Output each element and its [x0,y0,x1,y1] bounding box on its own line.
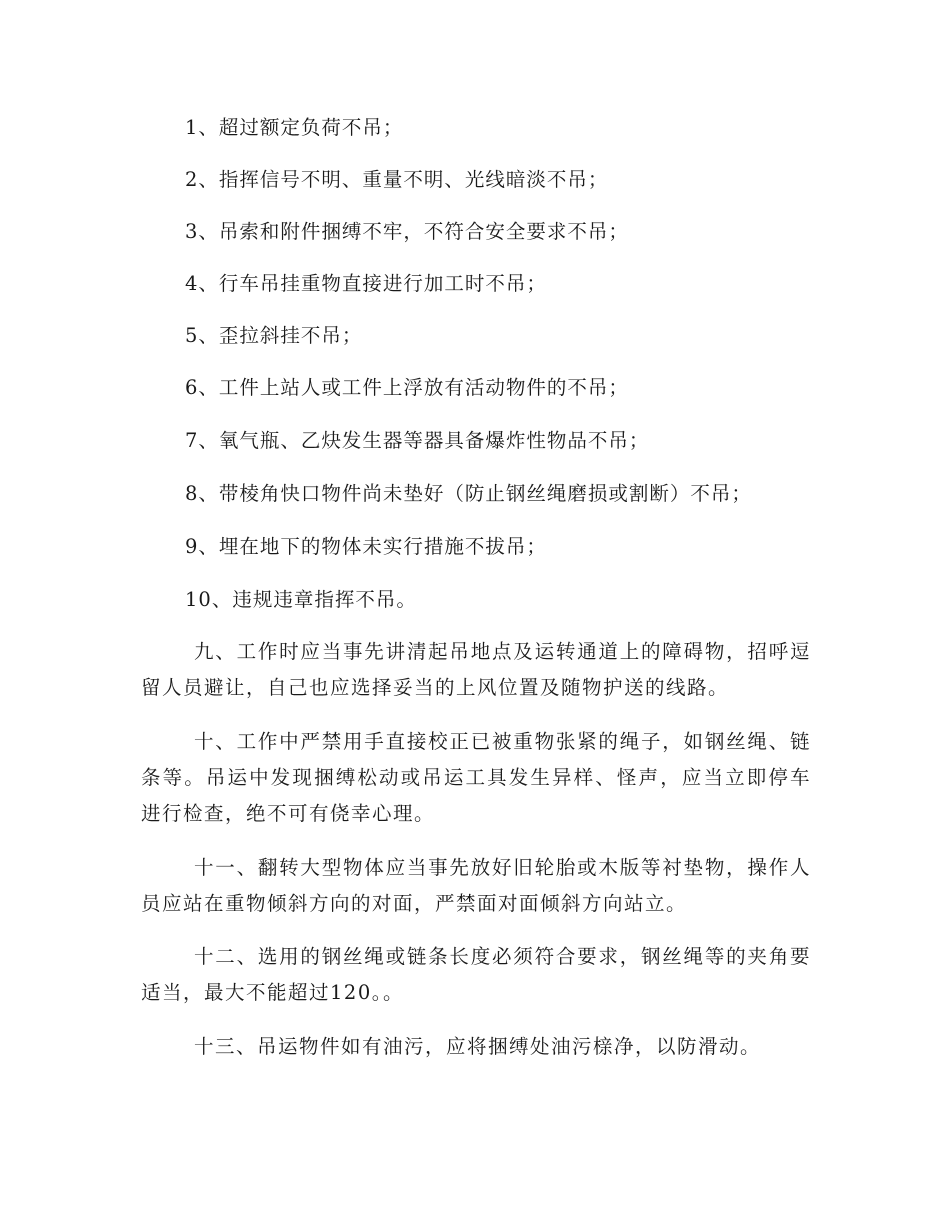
paragraph-11: 十一、翻转大型物体应当事先放好旧轮胎或木版等衬垫物，操作人员应站在重物倾斜方向的对面，严禁面对面倾斜方向站立。 [141,856,811,915]
rule-item-9: 9、埋在地下的物体未实行措施不拔吊； [185,535,547,558]
paragraph-12: 十二、选用的钢丝绳或链条长度必须符合要求，钢丝绳等的夹角要适当，最大不能超过120。。 [141,945,811,1004]
rule-item-6: 6、工件上站人或工件上浮放有活动物件的不吊； [185,376,629,399]
rule-item-7: 7、氧气瓶、乙炔发生器等器具备爆炸性物品不吊； [185,429,650,452]
rule-item-1: 1、超过额定负荷不吊； [185,116,404,139]
rule-item-5: 5、歪拉斜挂不吊； [185,324,363,347]
paragraph-10: 十、工作中严禁用手直接校正已被重物张紧的绳子，如钢丝绳、链条等。吊运中发现捆缚松动或吊运工具发生异样、怪声，应当立即停车进行检查，绝不可有侥幸心理。 [141,730,811,825]
rule-item-2: 2、指挥信号不明、重量不明、光线暗淡不吊； [185,168,609,191]
paragraph-9: 九、工作时应当事先讲清起吊地点及运转通道上的障碍物，招呼逗留人员避让，自己也应选择妥当的上风位置及随物护送的线路。 [141,640,811,699]
rule-item-3: 3、吊索和附件捆缚不牢，不符合安全要求不吊； [185,220,629,243]
rule-item-10: 10、违规违章指挥不吊。 [185,588,417,611]
paragraph-13: 十三、吊运物件如有油污，应将捆缚处油污榇净，以防滑动。 [194,1035,762,1058]
rule-item-8: 8、带棱角快口物件尚未垫好（防止钢丝绳磨损或割断）不吊； [185,482,752,505]
rule-item-4: 4、行车吊挂重物直接进行加工时不吊； [185,272,547,295]
